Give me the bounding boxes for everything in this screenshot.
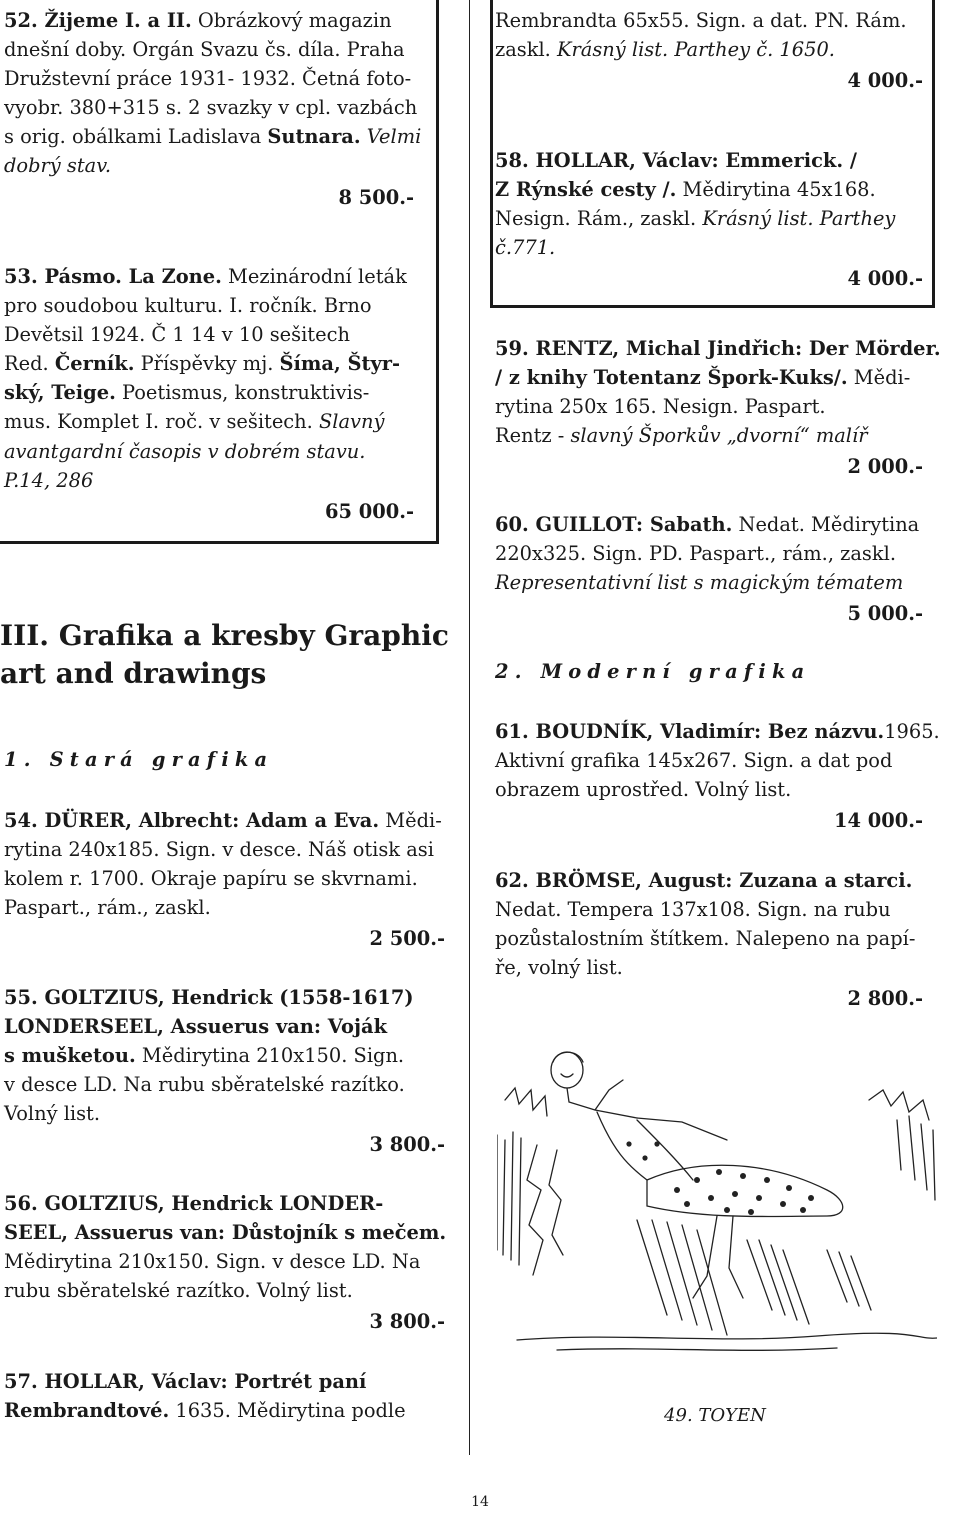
entry-55: 55. GOLTZIUS, Hendrick (1558-1617) LONDERSEEL, Assuerus van: Voják s mušketou. Mědirytina 210x150. Sign. v desce LD. Na rubu sběratelské razítko. Volný list. 3 800.- xyxy=(4,983,445,1160)
price: 3 800.- xyxy=(369,1310,445,1334)
price: 4 000.- xyxy=(847,69,923,93)
subheading-old-graphics: 1. Stará grafika xyxy=(4,748,274,771)
price: 4 000.- xyxy=(847,267,923,291)
subheading-modern-graphics: 2. Moderní grafika xyxy=(495,660,811,683)
price: 8 500.- xyxy=(338,185,414,209)
entry-61: 61. BOUDNÍK, Vladimír: Bez názvu.1965. Aktivní grafika 145x267. Sign. a dat pod obrazem uprostřed. Volný list. 14 000.- xyxy=(495,717,923,835)
entry-52: 52. Žijeme I. a II. Obrázkový magazin dnešní doby. Orgán Svazu čs. díla. Praha Družstevní práce 1931- 1932. Četná foto- vyobr. 380+315 s. 2 svazky v cpl. vazbách s orig. obálkami Ladislava Sutnara. Velmi dobrý stav. 8 500.- xyxy=(4,6,414,212)
price: 3 800.- xyxy=(369,1133,445,1157)
entry-56: 56. GOLTZIUS, Hendrick LONDER- SEEL, Assuerus van: Důstojník s mečem. Mědirytina 210x150. Sign. v desce LD. Na rubu sběratelské razítko. Volný list. 3 800.- xyxy=(4,1189,445,1336)
entry-53: 53. Pásmo. La Zone. Mezinárodní leták pro soudobou kulturu. I. ročník. Brno Devětsil 1924. Č 1 14 v 10 sešitech Red. Černík. Příspěvky mj. Šíma, Štyr- ský, Teige. Poetismus, konstruktivis- mus. Komplet I. roč. v sešitech. Slavný avantgardní časopis v dobrém stavu. P.14, 286 65 000.- xyxy=(4,262,414,526)
price: 14 000.- xyxy=(833,809,923,833)
price: 2 000.- xyxy=(847,455,923,479)
price: 5 000.- xyxy=(847,602,923,626)
entry-58: 58. HOLLAR, Václav: Emmerick. / Z Rýnské cesty /. Mědirytina 45x168. Nesign. Rám., zaskl. Krásný list. Parthey č.771. 4 000.- xyxy=(495,146,923,293)
entry-57: 57. HOLLAR, Václav: Portrét paní Rembrandtové. 1635. Mědirytina podle xyxy=(4,1370,406,1423)
page-number: 14 xyxy=(471,1494,489,1510)
section-heading: III. Grafika a kresby Graphic art and drawings xyxy=(0,619,449,690)
illustration-caption: 49. TOYEN xyxy=(664,1405,766,1426)
column-divider xyxy=(469,0,470,1455)
entry-57-continued: Rembrandta 65x55. Sign. a dat. PN. Rám. zaskl. Krásný list. Parthey č. 1650. 4 000.- xyxy=(495,6,923,95)
entry-62: 62. BRÖMSE, August: Zuzana a starci. Nedat. Tempera 137x108. Sign. na rubu pozůstalostním štítkem. Nalepeno na papí- ře, volný list. 2 800.- xyxy=(495,866,923,1013)
price: 65 000.- xyxy=(324,499,414,523)
toyen-illustration xyxy=(497,1040,937,1356)
entry-59: 59. RENTZ, Michal Jindřich: Der Mörder. / z knihy Totentanz Špork-Kuks/. Mědi- rytina 250x 165. Nesign. Paspart. Rentz - slavný Šporkův „dvorní“ malíř 2 000.- xyxy=(495,334,923,481)
price: 2 800.- xyxy=(847,987,923,1011)
entry-60: 60. GUILLOT: Sabath. Nedat. Mědirytina 220x325. Sign. PD. Paspart., rám., zaskl. Representativní list s magickým tématem 5 000.- xyxy=(495,510,923,628)
entry-54: 54. DÜRER, Albrecht: Adam a Eva. Mědi- rytina 240x185. Sign. v desce. Náš otisk asi kolem r. 1700. Okraje papíru se skvrnami. Paspart., rám., zaskl. 2 500.- xyxy=(4,806,445,953)
price: 2 500.- xyxy=(369,927,445,951)
